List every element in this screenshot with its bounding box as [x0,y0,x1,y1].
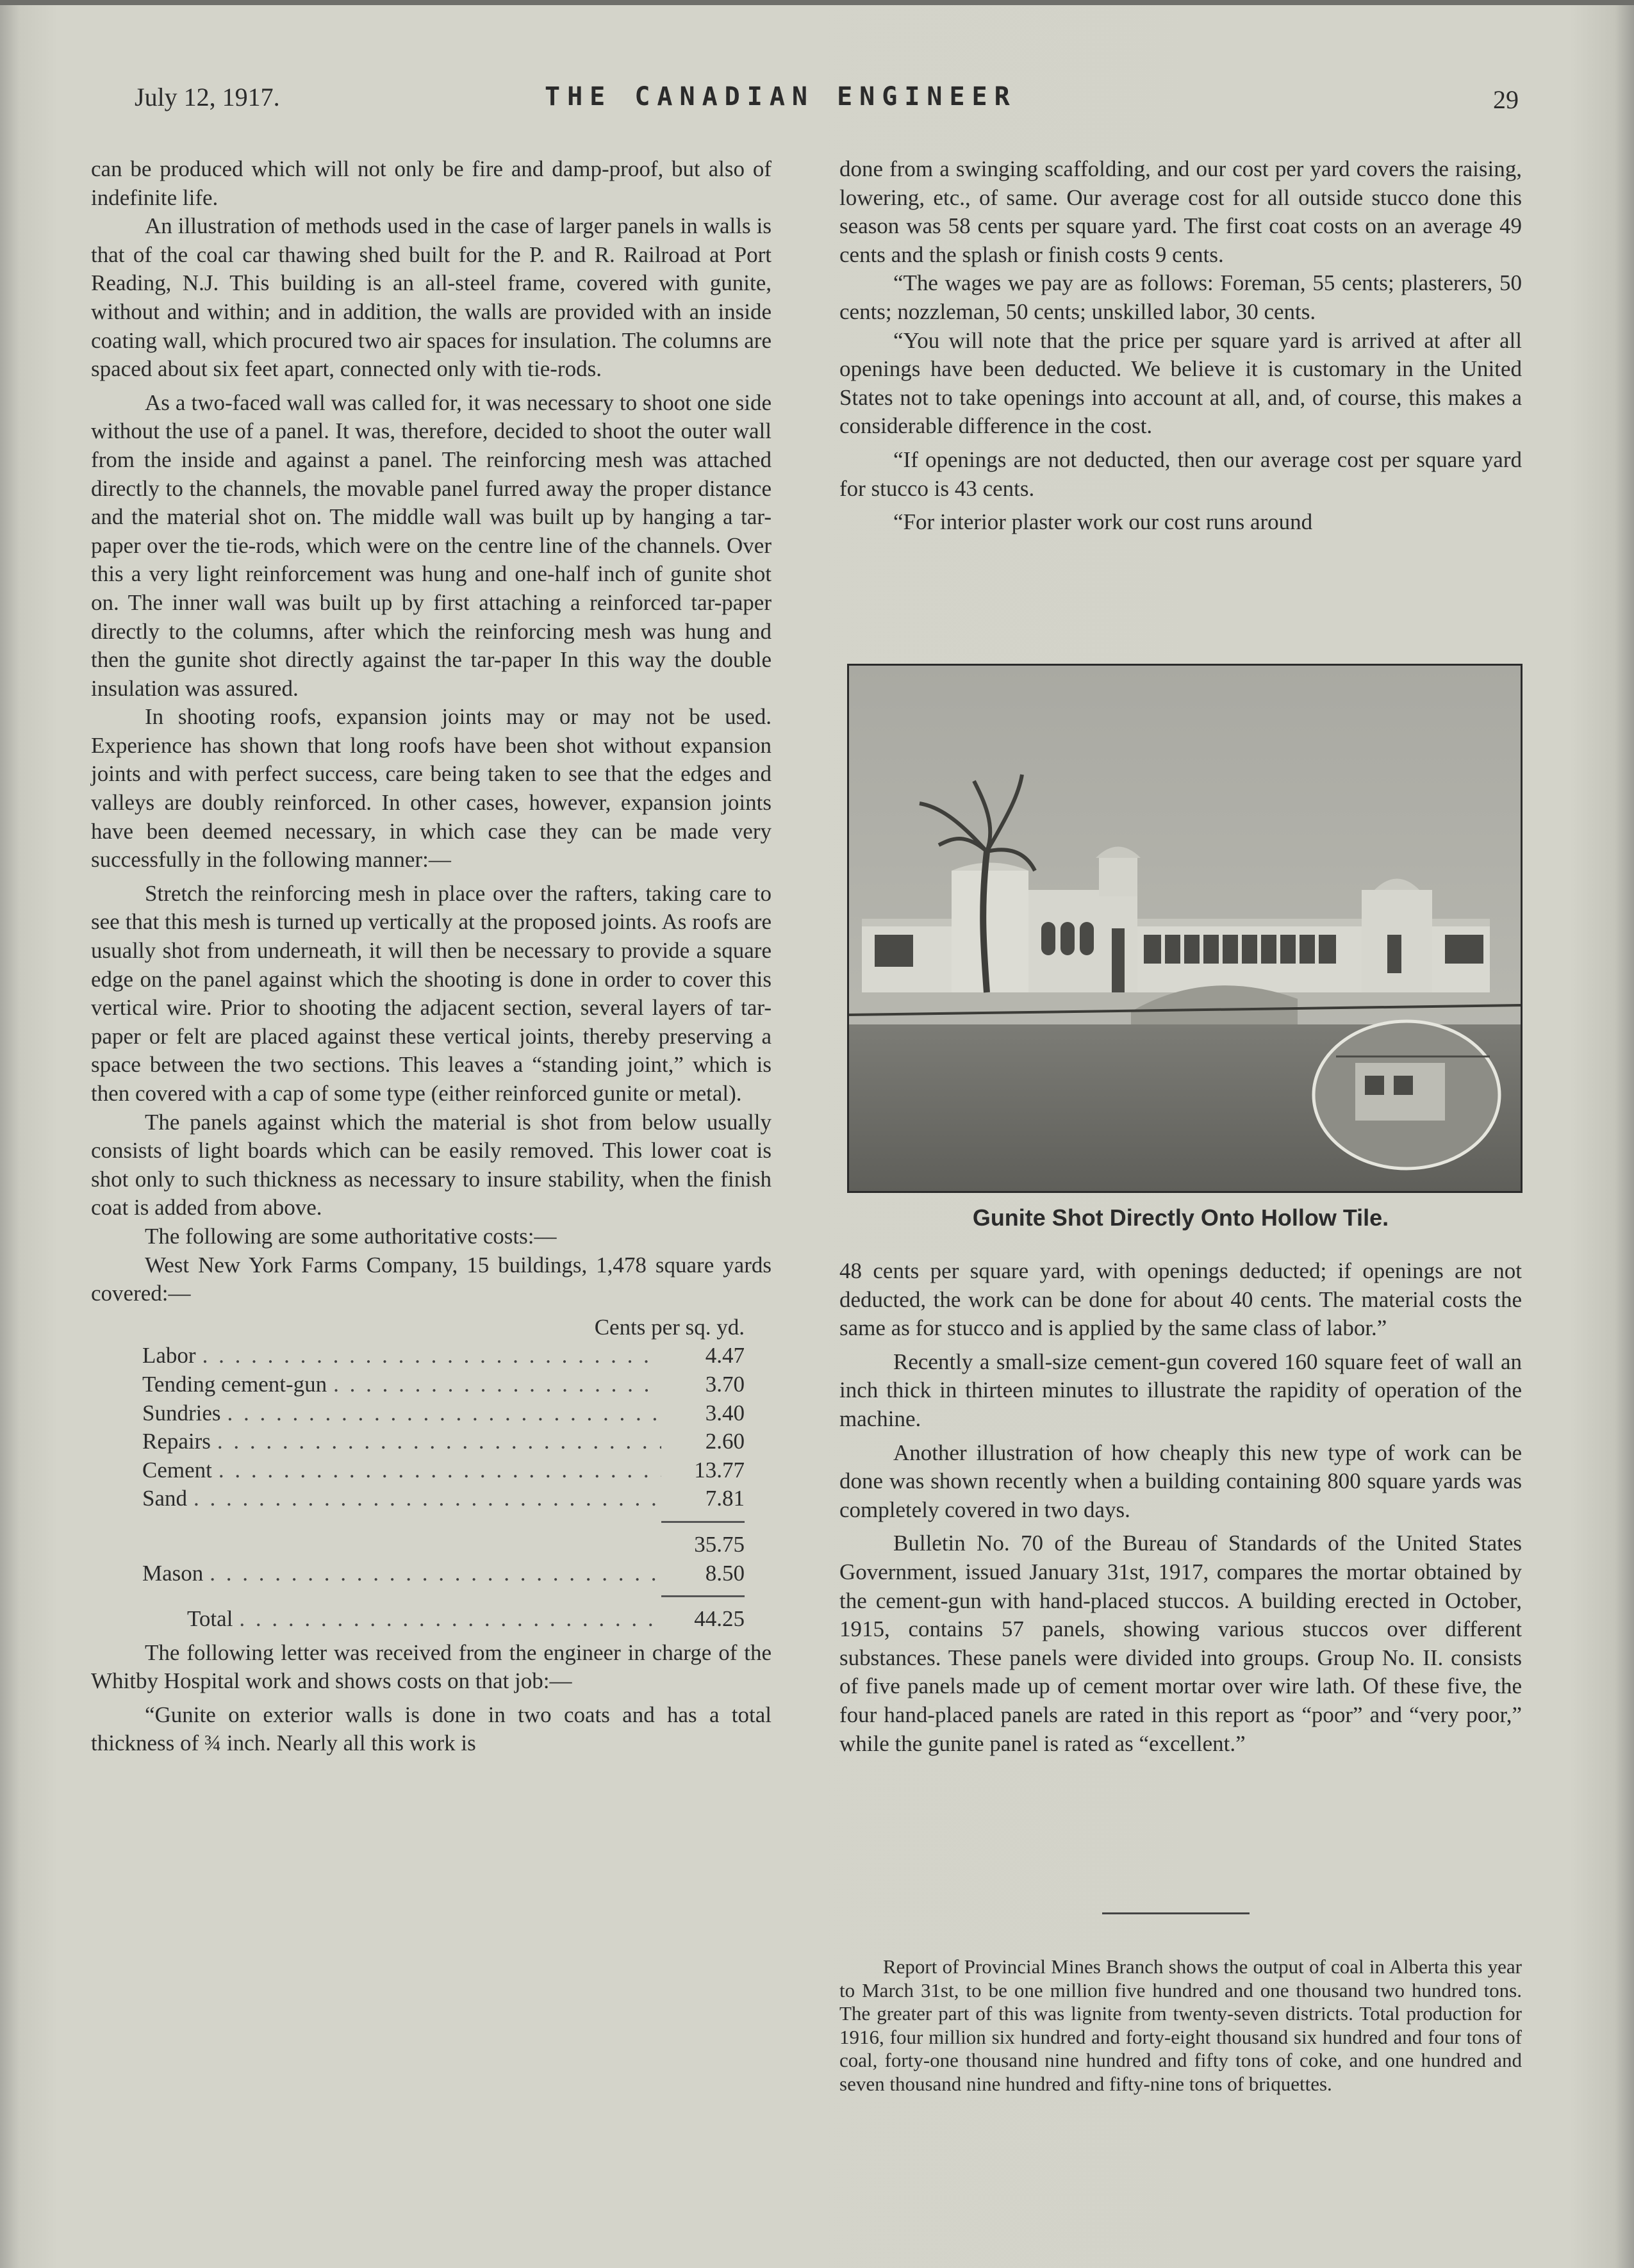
news-item [839,1955,1522,2096]
cost-value: 13.77 [694,1457,745,1483]
section-divider [1102,1912,1250,1914]
paragraph: “The wages we pay are as follows: Foreman, 55 cents; plasterers, 50 cents; nozzleman, 50 cents; unskilled labor, 30 cents. [839,270,1522,324]
cost-value: 3.70 [705,1371,745,1397]
building-photo [847,664,1523,1193]
cost-value: 3.40 [705,1400,745,1426]
paragraph: “Gunite on exterior walls is done in two coats and has a total thickness of ¾ inch. Nearly all this work is [91,1702,772,1756]
page-number: 29 [1493,85,1519,114]
photo-caption: Gunite Shot Directly Onto Hollow Tile. [972,1204,1389,1231]
cost-label: Labor [142,1343,196,1368]
cost-value: 4.47 [705,1343,745,1368]
paragraph: done from a swinging scaffolding, and our cost per yard covers the raising, lowering, etc., of same. Our average cost for all outside stucco done this season was 58 cents per square yard. The first coat costs on an average 49 cents and the splash or finish costs 9 cents. [839,156,1522,267]
subtotal-row [142,1531,745,1559]
sum-rule [661,1521,745,1523]
total-value: 44.25 [694,1606,745,1632]
paragraph: Stretch the reinforcing mesh in place over the rafters, taking care to see that this mesh is turned up vertically at the proposed joints. As roofs are usually shot from underneath, it will then be necessary to provide a square edge on the panel against which the shooting is done in order to cover this vertical wire. Prior to shooting the adjacent section, several layers of tar-paper or felt are placed against these vertical joints, thereby preserving a space between the two sections. This leaves a “standing joint,” which is then covered with a cap of some type (either reinforced gunite or metal). [91,880,772,1106]
building-illustration [849,666,1521,1191]
news-paragraph: Report of Provincial Mines Branch shows the output of coal in Alberta this year to March 31st, to be one million five hundred and one thousand two hundred tons. The greater part of this was lignite from twenty-seven districts. Total production for 1916, four million six hundred and forty-eight thousand six hundred and four tons of coal, forty-one thousand nine hundred and fifty tons of coke, and one hundred and seven thousand nine hundred and fifty-nine tons of briquettes. [839,1955,1522,2095]
paragraph: Bulletin No. 70 of the Bureau of Standards of the United States Government, issued January 31st, 1917, compares the mortar obtained by the cement-gun with hand-placed stuccos. A building erected in October, 1915, contains 57 panels, showing various stuccos over different substances. These panels were divided into groups. Group No. II. consists of five panels made up of cement mortar over wire lath. Of these five, the four hand-placed panels are rated in this report as “poor” and “very poor,” while the gunite panel is rated as “excellent.” [839,1531,1522,1756]
paragraph: The panels against which the material is shot from below usually consists of light boards which can be easily removed. This lower coat is shot only to such thickness as necessary to insure stability, when the finish coat is added from above. [91,1109,772,1220]
page-top-edge [0,0,1634,5]
paragraph: “If openings are not deducted, then our average cost per square yard for stucco is 43 cents. [839,447,1522,501]
paragraph: Recently a small-size cement-gun covered 160 square feet of wall an inch thick in thirteen minutes to illustrate the rapidity of operation of the machine. [839,1349,1522,1431]
paragraph: The following letter was received from the engineer in charge of the Whitby Hospital work and shows costs on that job:— [91,1639,772,1694]
subtotal-value: 35.75 [694,1531,745,1557]
paragraph: 48 cents per square yard, with openings deducted; if openings are not deducted, the work can be done for about 40 cents. The material costs the same as for stucco and is applied by the same class of labor.” [839,1258,1522,1341]
paragraph: In shooting roofs, expansion joints may or may not be used. Experience has shown that long roofs have been shot without expansion joints and with perfect success, care being taken to see that the edges and valleys are doubly reinforced. In other cases, however, expansion joints have been deemed necessary, in which case they can be made very successfully in the following manner:— [91,704,772,873]
header-date: July 12, 1917. [135,83,280,111]
paragraph: “You will note that the price per square yard is arrived at after all openings have been deducted. We believe it is customary in the United States not to take openings into account at all, and, of course, this makes a considerable difference in the cost. [839,327,1522,439]
paragraph: West New York Farms Company, 15 buildings, 1,478 square yards covered:— [91,1252,772,1306]
cost-row [142,1484,745,1513]
paragraph: As a two-faced wall was called for, it was necessary to shoot one side without the use of a panel. It was, therefore, decided to shoot the outer wall from the inside and against a panel. The reinforcing mesh was attached directly to the channels, the movable panel furred away the proper distance and the material shot on. The middle wall was built up by hanging a tar-paper over the tie-rods, which were on the centre line of the channels. Over this a very light reinforcement was hung and one-half inch of gunite shot on. The inner wall was built up by first attaching a reinforced tar-paper directly to the columns, after which the reinforcing mesh was hung and then the gunite shot directly against the tar-paper In this way the double insulation was assured. [91,390,772,701]
cost-row [142,1427,745,1456]
cost-label: Cement [142,1457,212,1483]
journal-title: THE CANADIAN ENGINEER [545,82,1017,111]
mason-row [142,1559,745,1588]
cost-unit-header: Cents per sq. yd. [594,1314,745,1340]
cost-row [142,1399,745,1428]
total-row [142,1605,745,1634]
cost-value: 2.60 [705,1429,745,1454]
cost-label: Sand [142,1486,187,1511]
paragraph: The following are some authoritative costs:— [145,1223,557,1249]
mason-label: Mason [142,1560,204,1586]
paragraph: can be produced which will not only be fire and damp-proof, but also of indefinite life. [91,156,772,210]
paragraph: “For interior plaster work our cost runs around [893,509,1313,535]
cost-row [142,1370,745,1399]
right-column-top [839,155,1522,537]
cost-label: Tending cement-gun [142,1371,327,1397]
left-column [91,155,772,1758]
paragraph: An illustration of methods used in the case of larger panels in walls is that of the coal car thawing shed built for the P. and R. Railroad at Port Reading, N.J. This building is an all-steel frame, covered with gunite, without and within; and in addition, the walls are provided with an inside coating wall, which procured two air spaces for insulation. The columns are spaced about six feet apart, connected only with tie-rods. [91,213,772,382]
mason-value: 8.50 [705,1560,745,1586]
right-column-middle [839,1257,1522,1758]
cost-row [142,1456,745,1485]
cost-label: Repairs [142,1429,211,1454]
cost-table [142,1313,745,1634]
page-header [135,82,1519,127]
cost-value: 7.81 [705,1486,745,1511]
cost-label: Sundries [142,1400,221,1426]
cost-row [142,1342,745,1370]
total-label: Total [187,1606,233,1632]
sum-rule [661,1595,745,1597]
paragraph: Another illustration of how cheaply this new type of work can be done was shown recently when a building containing 800 square yards was completely covered in two days. [839,1440,1522,1522]
